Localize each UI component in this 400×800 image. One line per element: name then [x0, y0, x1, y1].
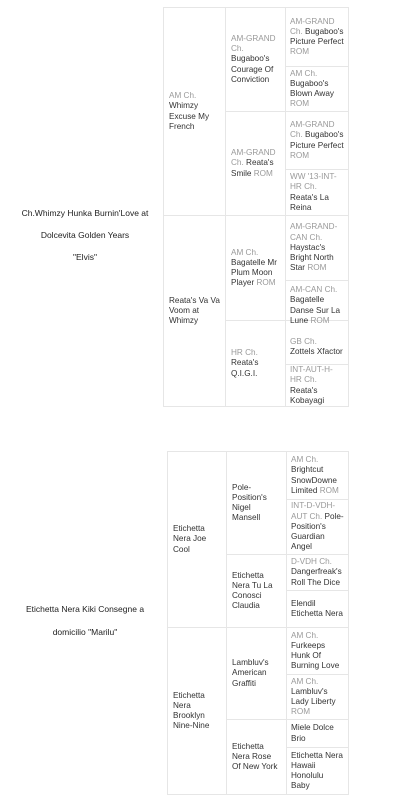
gen3-suffix: ROM [291, 707, 311, 717]
gen3-entry [290, 172, 344, 213]
gen2-cell[interactable] [227, 628, 287, 719]
gen3-entry [291, 631, 344, 672]
sire-cell[interactable] [164, 8, 226, 215]
gen2-cell[interactable] [226, 216, 286, 320]
gen3-title: AM-GRAND Ch. [290, 120, 335, 140]
gen2-cell[interactable] [226, 112, 286, 215]
gen2-name: Reata's Q.I.G.I. [231, 358, 259, 378]
gen3-entry [291, 723, 344, 743]
gen3-cell[interactable] [286, 67, 348, 111]
gen3-cell[interactable] [286, 365, 348, 406]
dog2-title-line: Etichetta Nera Kiki Consegne a [25, 604, 145, 614]
gen3-cell[interactable] [287, 555, 348, 590]
dam-entry [169, 296, 220, 327]
gen3-title: AM-CAN Ch. [290, 285, 338, 295]
gen3-entry [291, 557, 344, 588]
gen3-title: INT-D-VDH-AUT Ch. [291, 501, 336, 521]
gen3-suffix: ROM [290, 47, 310, 57]
gen3-name: Zottels Xfactor [290, 347, 343, 356]
gen3-entry [290, 285, 344, 326]
gen2-cell[interactable] [226, 8, 286, 111]
gen3-title: AM Ch. [291, 676, 319, 686]
gen3-entry [290, 365, 344, 406]
gen2-entry [232, 658, 281, 689]
gen3-cell[interactable] [286, 281, 348, 330]
gen2-entry [231, 348, 280, 379]
gen3-cell[interactable] [286, 330, 348, 364]
gen3-name: Dangerfreak's Roll The Dice [291, 567, 342, 587]
gen3-cell[interactable] [286, 112, 348, 169]
gen2-title: AM Ch. [231, 247, 259, 257]
pedigree-table-2 [167, 451, 349, 795]
gen3-entry [291, 501, 344, 552]
gen3-cell[interactable] [287, 500, 348, 554]
gen3-suffix: ROM [307, 263, 327, 273]
gen2-cell[interactable] [227, 720, 287, 794]
gen3-cell[interactable] [287, 675, 348, 719]
gen2-name: Pole-Position's Nigel Mansell [232, 482, 267, 523]
gen3-title: INT-AUT-H-HR Ch. [290, 365, 333, 385]
gen2-title: AM-GRAND Ch. [231, 33, 276, 54]
gen3-suffix: ROM [290, 150, 310, 160]
gen3-cell[interactable] [287, 452, 348, 499]
gen3-name: Pole-Position's Guardian Angel [291, 511, 344, 552]
gen2-name: Reata's Smile [231, 158, 274, 178]
dog1-title-line: Ch.Whimzy Hunka Burnin'Love at [21, 208, 149, 218]
gen2-name: Bugaboo's Courage Of Conviction [231, 54, 274, 84]
gen3-name: Furkeeps Hunk Of Burning Love [291, 640, 340, 671]
gen2-entry [231, 248, 280, 289]
sire-entry [173, 524, 221, 555]
gen2-name: Etichetta Nera Tu La Conosci Claudia [232, 570, 273, 611]
sire-title: AM Ch. [169, 91, 197, 101]
gen3-suffix: ROM [319, 485, 339, 495]
gen3-cell[interactable] [287, 628, 348, 674]
gen3-title: AM-GRAND Ch. [290, 16, 335, 36]
gen3-title: D-VDH Ch. [291, 557, 332, 567]
gen3-cell[interactable] [286, 8, 348, 66]
dog2-title-line: domicilio "Marilu" [52, 627, 118, 637]
gen2-suffix: ROM [253, 168, 273, 178]
gen3-name: Bugaboo's Blown Away [290, 78, 334, 98]
gen3-title: AM Ch. [291, 630, 319, 640]
gen3-entry [290, 69, 344, 110]
gen2-cell[interactable] [227, 452, 287, 554]
gen3-cell[interactable] [286, 216, 348, 280]
gen2-name: Lambluv's American Graffiti [232, 658, 269, 688]
gen2-entry [231, 34, 280, 85]
gen3-name: Haystac's Bright North Star [290, 242, 334, 273]
gen2-name: Etichetta Nera Rose Of New York [232, 741, 278, 772]
dam-name: Etichetta Nera Brooklyn Nine-Nine [173, 690, 210, 731]
sire-cell[interactable] [168, 452, 227, 627]
sire-name: Whimzy Excuse My French [169, 101, 210, 131]
gen2-entry [231, 148, 280, 179]
gen2-name: Bagatelle Mr Plum Moon Player [231, 257, 277, 288]
dam-name: Reata's Va Va Voom at Whimzy [169, 295, 220, 326]
gen2-entry [232, 571, 281, 612]
dam-entry [173, 691, 221, 732]
sire-name: Etichetta Nera Joe Cool [173, 524, 207, 554]
gen3-suffix: ROM [310, 315, 330, 325]
gen2-title: AM-GRAND Ch. [231, 148, 276, 168]
gen3-name: Reata's Kobayagi [290, 385, 325, 405]
dam-cell[interactable] [164, 216, 226, 406]
dog1-title-line: "Elvis" [73, 252, 97, 262]
gen2-title: HR Ch. [231, 348, 258, 358]
sire-entry [169, 91, 220, 132]
gen2-entry [232, 742, 281, 773]
gen3-cell[interactable] [287, 748, 348, 794]
gen3-suffix: ROM [290, 99, 310, 109]
gen3-title: GB Ch. [290, 336, 317, 346]
gen3-cell[interactable] [286, 170, 348, 215]
dam-cell[interactable] [168, 628, 227, 794]
gen3-entry [290, 337, 343, 357]
gen3-name: Etichetta Nera Hawaii Honolulu Baby [291, 750, 343, 791]
gen3-entry [291, 455, 344, 496]
gen2-suffix: ROM [256, 278, 276, 288]
gen3-cell[interactable] [287, 720, 348, 747]
gen3-entry [291, 751, 344, 792]
gen3-name: Elendil Etichetta Nera [291, 598, 343, 618]
gen2-cell[interactable] [226, 321, 286, 406]
gen3-name: Miele Dolce Brio [291, 723, 334, 743]
gen3-entry [291, 677, 344, 718]
pedigree-table-1 [163, 7, 349, 407]
dog2-title [0, 604, 170, 638]
dog1-title [0, 208, 170, 263]
gen3-entry [290, 17, 344, 58]
dog1-title-line: Dolcevita Golden Years [40, 230, 130, 240]
gen3-entry [290, 120, 344, 161]
gen3-name: Lambluv's Lady Liberty [291, 686, 336, 706]
gen3-name: Bagatelle Danse Sur La Lune [290, 295, 341, 325]
gen3-name: Bugaboo's Picture Perfect [290, 130, 344, 150]
gen3-entry [290, 222, 344, 273]
gen2-entry [232, 483, 281, 524]
gen3-name: Brightcut SnowDowne Limited [291, 465, 337, 495]
gen2-cell[interactable] [227, 555, 287, 627]
gen3-entry [291, 599, 344, 619]
gen3-name: Bugaboo's Picture Perfect [290, 26, 344, 46]
gen3-cell[interactable] [287, 591, 348, 627]
gen3-title: AM Ch. [291, 455, 319, 465]
gen3-name: Reata's La Reina [290, 192, 329, 212]
gen3-title: AM Ch. [290, 68, 318, 78]
gen3-title: AM-GRAND-CAN Ch. [290, 222, 338, 242]
gen3-title: WW '13-INT-HR Ch. [290, 172, 337, 192]
